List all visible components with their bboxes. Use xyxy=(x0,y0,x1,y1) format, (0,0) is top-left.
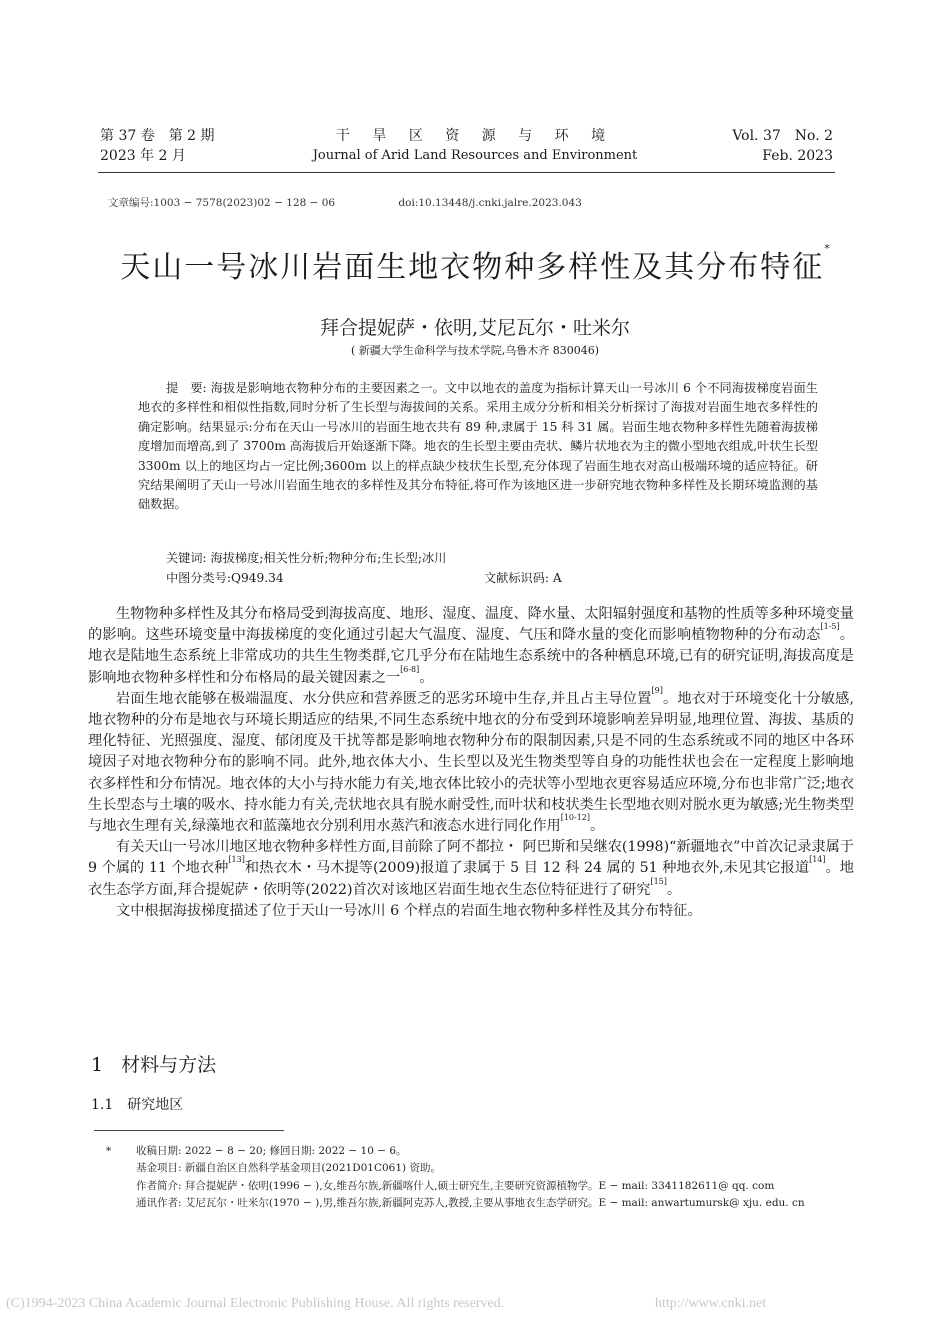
footnote-fund: 基金项目: 新疆自治区自然科学基金项目(2021D01C061) 资助。 xyxy=(136,1162,441,1175)
citation[interactable]: [13] xyxy=(228,855,245,865)
section-number: 1.1 xyxy=(91,1097,114,1113)
paragraph: 生物物种多样性及其分布格局受到海拔高度、地形、湿度、温度、降水量、太阳辐射强度和基物的性质等多种环境变量的影响。这些环境变量中海拔梯度的变化通过引起大气温度、湿度、气压和降水量的变化而影响植物物种的分布动态[1-5]。地衣是陆地生态系统上非常成功的共生生物类群,它几乎分布在陆地生态系统中的各种栖息环境,已有的研究证明,海拔高度是影响地衣物种多样性和分布格局的最关键因素之一[6-8]。 xyxy=(88,606,854,686)
keywords: 关键词: 海拔梯度;相关性分析;物种分布;生长型;冰川 xyxy=(166,551,447,565)
authors: 拜合提妮萨・依明,艾尼瓦尔・吐米尔 xyxy=(319,317,631,339)
header-right xyxy=(732,126,833,166)
header-left xyxy=(100,126,215,166)
article-number: 文章编号:1003 − 7578(2023)02 − 128 − 06 xyxy=(108,197,336,209)
copyright-text: (C)1994-2023 China Academic Journal Electronic Publishing House. All rights reserved. xyxy=(6,1296,505,1311)
date-cn: 2023 年 2 月 xyxy=(100,148,186,164)
cnki-link[interactable]: http://www.cnki.net xyxy=(655,1296,767,1311)
footnote-received: * 收稿日期: 2022 − 8 − 20; 修回日期: 2022 − 10 − 6。 xyxy=(106,1143,866,1160)
footnote-author: 作者简介: 拜合提妮萨・依明(1996 − ),女,维吾尔族,新疆喀什人,硕士研究生,主要研究资源植物学。E − mail: 3341182611@ qq. com xyxy=(136,1179,775,1192)
abstract-text: 海拔是影响地衣物种分布的主要因素之一。文中以地衣的盖度为指标计算天山一号冰川 6 个不同海拔梯度岩面生地衣的多样性和相似性指数,同时分析了生长型与海拔间的关系。采用主成分分析和相关分析探讨了海拔对岩面生地衣多样性的确定影响。结果显示:分布在天山一号冰川的岩面生地衣共有 89 种,隶属于 15 科 31 属。岩面生地衣物种多样性先随着海拔梯度增加而增高,到了 3700m 高海拔后开始逐渐下降。地衣的生长型主要由壳状、鳞片状地衣为主的微小型地衣组成,叶状生长型 3300m 以上的地区均占一定比例;3600m 以上的样点缺少枝状生长型,充分体现了岩面生地衣对高山极端环境的适应特征。研究结果阐明了天山一号冰川岩面生地衣的多样性及其分布特征,将可作为该地区进一步研究地衣物种多样性及长期环境监测的基础数据。 xyxy=(138,381,818,512)
footnote-rule xyxy=(94,1130,284,1131)
volume-issue-cn: 第 37 卷 第 2 期 xyxy=(100,128,215,144)
citation[interactable]: [14] xyxy=(809,855,826,865)
footnote-corresponding: 通讯作者: 艾尼瓦尔・吐米尔(1970 − ),男,维吾尔族,新疆阿克苏人,教授,主要从事地衣生态学研究。E − mail: anwartumursk@ xju. edu. cn xyxy=(136,1197,805,1210)
paragraph: 岩面生地衣能够在极端温度、水分供应和营养匮乏的恶劣环境中生存,并且占主导位置[9]。地衣对于环境变化十分敏感,地衣物种的分布是地衣与环境长期适应的结果,不同生态系统中地衣的分布受到环境影响差异明显,地理位置、海拔、基质的理化特征、光照强度、湿度、郁闭度及干扰等都是影响地衣物种分布的限制因素,只是不同的生态系统或不同的地区中各环境因子对地衣物种分布的影响不同。此外,地衣体大小、生长型以及光生物类型等自身的功能性状也会在一定程度上影响地衣多样性和分布情况。地衣体的大小与持水能力有关,地衣体比较小的壳状等小型地衣更容易适应环境,分布也非常广泛;地衣生长型态与土壤的吸水、持水能力有关,壳状地衣具有脱水耐受性,而叶状和枝状类生长型地衣则对脱水更为敏感;光生物类型与地衣生理有关,绿藻地衣和蓝藻地衣分别利用水蒸汽和液态水进行同化作用[10-12]。 xyxy=(88,685,854,835)
volume-issue-en: Vol. 37 No. 2 xyxy=(732,128,833,144)
section-heading-1-1 xyxy=(91,1094,183,1114)
date-en: Feb. 2023 xyxy=(762,148,833,164)
abstract xyxy=(138,379,818,515)
citation[interactable]: [15] xyxy=(650,876,667,886)
paragraph: 文中根据海拔梯度描述了位于天山一号冰川 6 个样点的岩面生地衣物种多样性及其分布特征。 xyxy=(116,902,702,919)
citation[interactable]: [1-5] xyxy=(820,622,840,632)
doi[interactable]: doi:10.13448/j.cnki.jalre.2023.043 xyxy=(398,197,582,209)
document-code: 文献标识码: A xyxy=(484,571,562,585)
paper-title xyxy=(0,242,950,286)
header-center xyxy=(300,126,650,166)
citation[interactable]: [9] xyxy=(651,685,663,695)
citation[interactable]: [10-12] xyxy=(560,813,591,823)
footnote-mark: * xyxy=(106,1145,112,1157)
journal-name-cn: 干 旱 区 资 源 与 环 境 xyxy=(335,128,615,144)
body-text xyxy=(88,604,854,922)
header-rule xyxy=(98,172,835,173)
article-meta xyxy=(108,195,582,210)
classification-number: 中图分类号:Q949.34 xyxy=(166,571,284,585)
footnotes xyxy=(106,1143,866,1213)
journal-name-en: Journal of Arid Land Resources and Environment xyxy=(312,148,638,163)
title-text: 天山一号冰川岩面生地衣物种多样性及其分布特征 xyxy=(120,250,825,285)
citation[interactable]: [6-8] xyxy=(400,664,420,674)
affiliation: ( 新疆大学生命科学与技术学院,乌鲁木齐 830046) xyxy=(350,344,600,357)
paragraph: 有关天山一号冰川地区地衣物种多样性方面,目前除了阿不都拉・ 阿巴斯和吴继农(1998)“新疆地衣”中首次记录隶属于 9 个属的 11 个地衣种[13]和热衣木・马木提等(2009)报道了隶属于 5 目 12 科 24 属的 51 种地衣外,未见其它报道[14]。地衣生态学方面,拜合提妮萨・依明等(2022)首次对该地区岩面生地衣生态位特征进行了研究[15]。 xyxy=(88,839,854,898)
title-footnote-mark: * xyxy=(824,242,830,255)
abstract-label: 提 要: xyxy=(166,381,207,395)
section-heading-1 xyxy=(91,1050,216,1077)
section-number: 1 xyxy=(91,1054,104,1076)
section-title: 研究地区 xyxy=(127,1097,184,1113)
section-title: 材料与方法 xyxy=(121,1054,217,1076)
